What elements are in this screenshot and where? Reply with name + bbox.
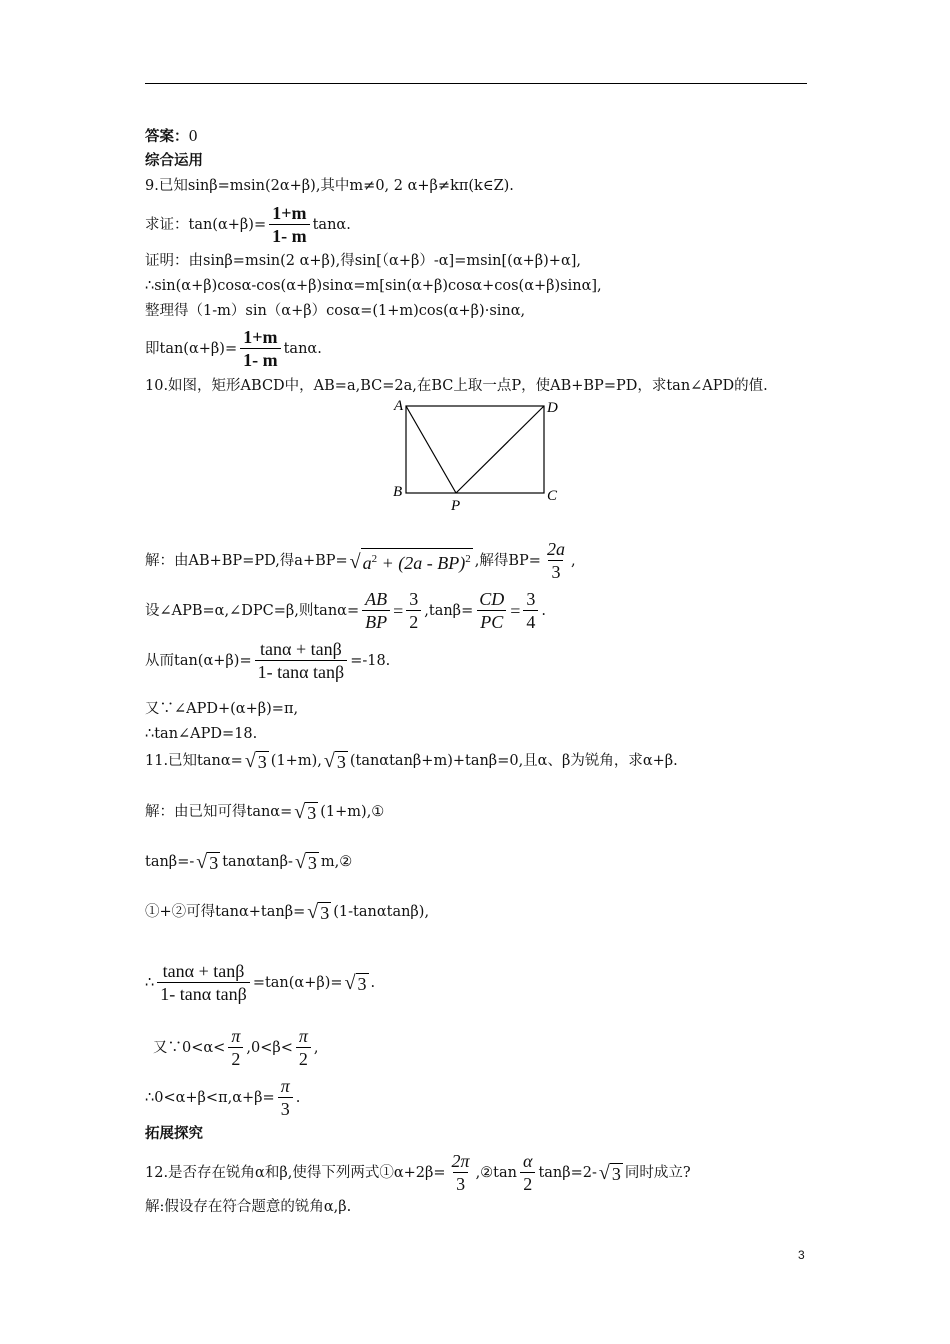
q9-concl-den: 1- m (240, 348, 281, 371)
q11-s3-sqrt3 (307, 901, 331, 923)
q9-statement: 9.已知sinβ=msin(2α+β),其中m≠0, 2 α+β≠kπ(k∈Z). (145, 178, 514, 194)
q11-s2-mid: tanαtanβ- (222, 854, 293, 870)
q11-pi-a: π (231, 1026, 241, 1046)
section-heading-comprehensive: 综合运用 (145, 153, 203, 169)
q11-s4-sqrt3-arg: 3 (357, 973, 367, 994)
equals-sign: = (393, 600, 404, 621)
q11-s1-sqrt3 (294, 801, 318, 823)
q11-s3-end: (1-tanαtanβ), (333, 904, 430, 920)
answer-line (145, 127, 198, 147)
q12-t-prefix: 12.是否存在锐角α和β,使得下列两式①α+2β= (145, 1164, 446, 1181)
q11-s4-num: tanα + tanβ (162, 961, 245, 981)
sqrt-sign-icon: √ (344, 971, 356, 994)
q11-s2-sqrt3-b (295, 851, 319, 873)
label-a: A (394, 398, 404, 414)
q10-rectangle-figure (388, 396, 568, 514)
q10-f3-num: CD (479, 589, 505, 609)
q10-solution-line1 (145, 538, 576, 583)
q11-s1-end: (1+m),① (320, 804, 385, 820)
q10-sol3-end: =-18. (350, 652, 391, 669)
q9-concl-fraction (240, 326, 281, 371)
q11-s3-sqrt3-arg: 3 (320, 903, 330, 923)
q10-tan-sum-fraction (255, 638, 348, 683)
q11-tan-sum-fraction (157, 960, 250, 1005)
q11-s4-end: . (370, 974, 376, 991)
q9-concl-num: 1+m (243, 327, 278, 347)
q10-statement: 10.如图，矩形ABCD中，AB=a,BC=2a,在BC上取一点P，使AB+BP=PD，求tan∠APD的值. (145, 378, 768, 394)
q9-prove-suffix: tanα. (312, 216, 351, 233)
q11-s5-end: , (313, 1039, 319, 1056)
q10-sqrt-arg (361, 548, 473, 573)
q11-pi-third (278, 1075, 293, 1120)
q10-cd-pc-fraction (476, 588, 507, 633)
q11-solution-line4 (145, 960, 375, 1005)
q9-proof-line3: 整理得（1-m）sin（α+β）cosα=(1+m)cos(α+β)·sinα, (145, 303, 526, 319)
segment-pd (456, 406, 544, 493)
q10-f4-den: 4 (523, 610, 538, 633)
q10-sol1-end: , (570, 552, 576, 569)
q11-pi-half-b (296, 1025, 311, 1070)
sqrt-sign-icon: √ (294, 851, 306, 873)
q10-sol2-end: . (541, 602, 546, 619)
q9-prove-line (145, 202, 351, 247)
sqrt-sign-icon: √ (323, 750, 335, 772)
q11-solution-line6 (145, 1075, 300, 1120)
q10-f3-den: PC (477, 610, 506, 633)
q11-t-prefix: 11.已知tanα= (145, 753, 243, 769)
q11-sqrt3-b-arg: 3 (336, 752, 346, 772)
sqrt-sign-icon: √ (196, 851, 208, 873)
q11-s2-sqrt3-a-arg: 3 (209, 853, 219, 873)
q11-s4-den: 1- tanα tanβ (157, 982, 250, 1005)
q9-concl-prefix: 即tan(α+β)= (145, 340, 238, 357)
q11-s2-end: m,② (320, 854, 353, 870)
q9-proof-line2: ∴sin(α+β)cosα-cos(α+β)sinα=m[sin(α+β)cosα+cos(α+β)sinα], (145, 278, 602, 294)
q9-concl-suffix: tanα. (283, 340, 322, 357)
q10-sol3-num: tanα + tanβ (260, 639, 342, 659)
q9-prove-prefix: 求证：tan(α+β)= (145, 216, 267, 233)
q10-three-quarters-fraction (523, 588, 538, 633)
q9-fraction (269, 202, 310, 247)
q12-f1-den: 3 (453, 1172, 468, 1195)
q12-sqrt3-arg: 3 (611, 1163, 621, 1184)
q10-ab-bp-fraction (362, 588, 390, 633)
q11-statement (145, 750, 678, 772)
q11-s3-prefix: ①+②可得tanα+tanβ= (145, 904, 306, 920)
q10-sqrt-expression (350, 548, 473, 573)
q12-t-mid2: tanβ=2- (538, 1164, 597, 1181)
label-b: B (393, 484, 403, 500)
q10-sol2-prefix: 设∠APB=α,∠DPC=β,则tanα= (145, 602, 360, 619)
q11-sqrt3-b (324, 750, 348, 772)
q10-sqrt-exp1: 2 (371, 553, 378, 565)
q11-two-a: 2 (228, 1047, 243, 1070)
q11-s4-prefix: ∴ (145, 974, 155, 991)
label-c: C (547, 488, 558, 504)
answer-value: 0 (188, 129, 198, 145)
q11-s5-mid: ,0<β< (246, 1039, 293, 1056)
header-rule (145, 83, 807, 84)
q10-f2-den: 2 (406, 610, 421, 633)
q12-sqrt3 (599, 1162, 623, 1184)
q12-t-mid: ,②tan (475, 1164, 517, 1181)
q10-f1-num: AB (365, 589, 388, 609)
q11-s2-prefix: tanβ=- (145, 854, 195, 870)
q10-f2-num: 3 (409, 589, 419, 609)
section-heading-explore: 拓展探究 (145, 1126, 203, 1142)
q10-f1-den: BP (362, 610, 390, 633)
sqrt-sign-icon: √ (349, 551, 361, 573)
q11-solution-line2 (145, 851, 352, 873)
sqrt-sign-icon: √ (244, 750, 256, 772)
label-p: P (451, 498, 461, 514)
q11-sqrt3-a-arg: 3 (257, 752, 267, 772)
q11-s1-sqrt3-arg: 3 (307, 803, 317, 823)
q11-t-mid: (1+m), (270, 753, 322, 769)
sqrt-sign-icon: √ (294, 801, 306, 823)
rectangle-abcd (406, 406, 544, 493)
q10-solution-line4: 又∵∠APD+(α+β)=π, (145, 701, 299, 717)
q10-f4-num: 3 (526, 589, 536, 609)
q11-three: 3 (278, 1097, 293, 1120)
q9-frac-den: 1- m (269, 224, 310, 247)
q10-solution-line2 (145, 588, 546, 633)
page-number: 3 (798, 1248, 805, 1262)
q10-sol1-prefix: 解：由AB+BP=PD,得a+BP= (145, 552, 348, 569)
q12-f2-num: α (523, 1151, 533, 1171)
segment-ap (406, 406, 456, 493)
q10-sol3-prefix: 从而tan(α+β)= (145, 652, 252, 669)
q10-solution-line5: ∴tan∠APD=18. (145, 726, 258, 742)
q9-frac-num: 1+m (272, 203, 307, 223)
q10-bp-num: 2a (546, 539, 565, 559)
sqrt-sign-icon: √ (598, 1161, 610, 1184)
q12-alpha-half (520, 1150, 535, 1195)
q11-s1-prefix: 解：由已知可得tanα= (145, 804, 293, 820)
q11-s2-sqrt3-a (196, 851, 220, 873)
q10-sol2-mid: ,tanβ= (424, 602, 474, 619)
q10-sqrt-mid: + (2a - BP) (377, 553, 466, 573)
answer-label: 答案： (145, 129, 189, 145)
q11-pi-c: π (280, 1076, 290, 1096)
q12-f1-num: 2π (451, 1151, 470, 1171)
label-d: D (547, 400, 558, 416)
q10-sol1-mid: ,解得BP= (474, 552, 541, 569)
q11-solution-line3 (145, 901, 429, 923)
q12-t-end: 同时成立? (624, 1164, 691, 1181)
q12-f2-den: 2 (520, 1172, 535, 1195)
q11-s4-mid: =tan(α+β)= (252, 974, 343, 991)
q11-t-end: (tanαtanβ+m)+tanβ=0,且α、β为锐角，求α+β. (349, 753, 678, 769)
q9-conclusion (145, 326, 322, 371)
q10-sqrt-exp2: 2 (465, 553, 471, 565)
q10-bp-fraction (544, 538, 568, 583)
q11-s6-end: . (295, 1089, 301, 1106)
q11-solution-line1 (145, 801, 384, 823)
q12-statement (145, 1150, 691, 1195)
q11-pi-b: π (298, 1026, 308, 1046)
q11-s4-sqrt3 (345, 972, 369, 994)
q11-pi-half-a (228, 1025, 243, 1070)
q10-solution-line3 (145, 638, 390, 683)
q11-sqrt3-a (245, 750, 269, 772)
q10-bp-den: 3 (548, 560, 563, 583)
q11-solution-line5 (153, 1025, 319, 1070)
sqrt-sign-icon: √ (307, 901, 319, 923)
q10-three-halves-fraction (406, 588, 421, 633)
q12-solution: 解:假设存在符合题意的锐角α,β. (145, 1199, 352, 1215)
q10-sqrt-a: a (362, 553, 372, 573)
q11-s2-sqrt3-b-arg: 3 (307, 853, 317, 873)
q10-sol3-den: 1- tanα tanβ (255, 660, 348, 683)
q11-s5-prefix: 又∵0<α< (153, 1039, 226, 1056)
equals-sign-2: = (510, 600, 521, 621)
q11-two-b: 2 (296, 1047, 311, 1070)
q11-s6-prefix: ∴0<α+β<π,α+β= (145, 1089, 275, 1106)
q12-two-pi-third (449, 1150, 473, 1195)
q9-proof-line1: 证明：由sinβ=msin(2 α+β),得sin[（α+β）-α]=msin[(α+β)+α], (145, 253, 582, 269)
